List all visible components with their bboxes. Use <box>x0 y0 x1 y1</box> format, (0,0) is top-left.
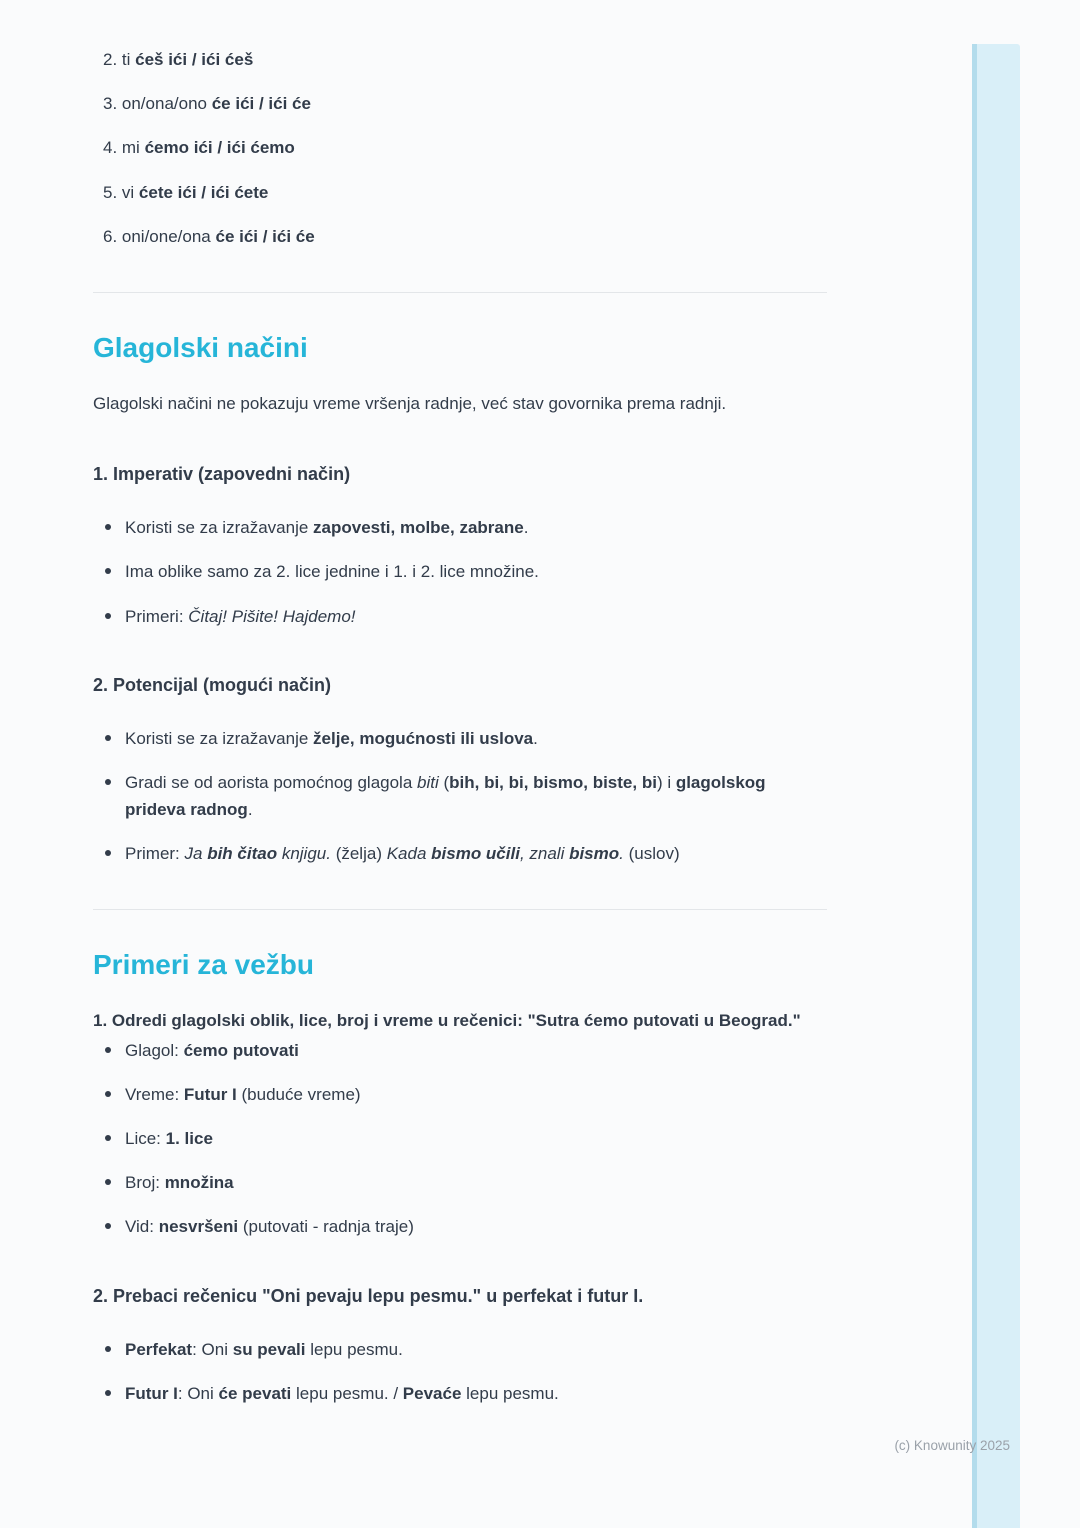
text-run: (putovati - radnja traje) <box>238 1217 414 1237</box>
numbered-item <box>93 46 827 73</box>
text-run: lepu pesmu. / <box>291 1383 403 1403</box>
text-run: Čitaj! Pišite! Hajdemo! <box>188 606 356 626</box>
bullet-text <box>125 773 766 819</box>
text-run: Lice: <box>125 1129 166 1148</box>
bullet-text <box>125 1085 361 1104</box>
text-run: 2. Potencijal (mogući način) <box>93 674 332 695</box>
bullet-item <box>93 1336 827 1363</box>
text-run: želje, mogućnosti ili uslova <box>313 728 534 748</box>
bullet-item <box>93 769 827 823</box>
text-run: Kada <box>386 844 432 864</box>
numbered-item <box>93 223 827 250</box>
bullet-icon <box>105 1091 111 1097</box>
bullet-text <box>125 1384 559 1403</box>
text-run: lepu pesmu. <box>461 1383 559 1403</box>
bullet-item <box>93 514 827 541</box>
text-run: Glagol: <box>125 1040 184 1060</box>
text-run: 4. mi <box>103 138 145 158</box>
bullet-item <box>93 1081 827 1108</box>
text-run: 3. on/ona/ono <box>103 94 212 114</box>
bullet-icon <box>105 1390 111 1396</box>
text-run: ( <box>438 772 450 792</box>
document-content <box>93 46 827 1424</box>
text-run: . <box>619 844 624 864</box>
subheading <box>93 1283 827 1310</box>
text-run: bih, bi, bi, bismo, biste, bi <box>449 772 657 792</box>
text-run: Koristi se za izražavanje <box>125 518 314 538</box>
numbered-item <box>93 90 827 117</box>
bullet-icon <box>105 735 111 741</box>
text-run: će pevati <box>218 1383 292 1403</box>
bullet-text <box>125 1340 403 1359</box>
bullet-icon <box>105 850 111 856</box>
text-run: ćemo ići / ići ćemo <box>144 138 295 158</box>
text-run: ) i <box>656 772 676 792</box>
text-run: Futur I <box>125 1383 178 1403</box>
bullet-text <box>125 1041 299 1060</box>
section-divider <box>93 909 827 910</box>
section-heading: Primeri za vežbu <box>93 949 314 981</box>
text-run: 2. ti <box>103 50 136 69</box>
text-run: . <box>533 728 538 748</box>
subheading <box>93 461 827 488</box>
text-run: Ja <box>184 844 208 864</box>
text-run: 5. vi <box>103 182 139 202</box>
bullet-icon <box>105 1223 111 1229</box>
page-edge-strip <box>972 44 1020 1528</box>
text-run: . <box>247 800 253 820</box>
text-run: 1. Imperativ (zapovedni način) <box>93 464 351 485</box>
text-run: zapovesti, molbe, zabrane <box>313 518 524 538</box>
text-run: Koristi se za izražavanje <box>125 728 314 748</box>
bullet-item <box>93 1380 827 1407</box>
bullet-item <box>93 1169 827 1196</box>
text-run: lepu pesmu. <box>305 1339 403 1359</box>
text-run: (uslov) <box>623 844 680 864</box>
bullet-item <box>93 725 827 752</box>
bullet-text <box>125 562 539 581</box>
text-run: Gradi se od aorista pomoćnog glagola <box>125 772 418 792</box>
text-run: Glagolski načini ne pokazuju vreme vršenja radnje, već stav govornika prema radnji. <box>93 393 727 413</box>
text-run: . <box>523 518 529 538</box>
bullet-icon <box>105 1346 111 1352</box>
bullet-icon <box>105 524 111 530</box>
bullet-icon <box>105 568 111 574</box>
numbered-item <box>93 134 827 161</box>
page-edge-strip-line <box>972 44 977 1528</box>
text-run: 1. Odredi glagolski oblik, lice, broj i vreme u rečenici: "Sutra ćemo putovati u Beograd." <box>93 1011 801 1031</box>
bullet-text <box>125 844 680 863</box>
text-run: knjigu. <box>277 844 331 864</box>
text-run: množina <box>164 1173 234 1193</box>
section-divider <box>93 292 827 293</box>
bullet-icon <box>105 613 111 619</box>
text-run: su pevali <box>232 1339 306 1359</box>
bullet-text <box>125 607 356 626</box>
text-run: glagolskog prideva radnog <box>125 772 766 820</box>
bullet-item <box>93 603 827 630</box>
bullet-text <box>125 518 528 537</box>
text-run: Perfekat <box>125 1339 193 1359</box>
text-run: će ići / ići će <box>211 94 311 114</box>
text-run: (želja) <box>330 844 387 864</box>
text-run: (buduće vreme) <box>236 1084 361 1104</box>
text-run: bismo <box>569 844 620 864</box>
section-heading: Glagolski načini <box>93 331 308 363</box>
bullet-item <box>93 1125 827 1152</box>
bullet-item <box>93 840 827 867</box>
numbered-item <box>93 179 827 206</box>
text-run: Ima oblike samo za 2. lice jednine i 1. i 2. lice množine. <box>125 562 539 582</box>
bullet-item <box>93 1037 827 1064</box>
text-run: ćete ići / ići ćete <box>138 182 269 202</box>
text-run: 6. oni/one/ona <box>103 226 216 246</box>
text-run: , znali <box>519 844 570 864</box>
text-run: ćemo putovati <box>183 1040 299 1060</box>
text-run: Vreme: <box>125 1084 184 1104</box>
text-run: : Oni <box>177 1383 219 1403</box>
text-run: 1. lice <box>165 1129 213 1148</box>
text-run: bismo učili <box>431 844 520 864</box>
text-run: Vid: <box>125 1217 159 1237</box>
text-run: biti <box>417 772 439 792</box>
text-run: Pevaće <box>402 1383 462 1403</box>
text-run: bih čitao <box>207 844 278 864</box>
text-run: Primer: <box>125 844 185 864</box>
bullet-text <box>125 1217 414 1236</box>
bullet-text <box>125 729 538 748</box>
bullet-icon <box>105 1135 111 1141</box>
bullet-text <box>125 1129 213 1148</box>
bullet-item <box>93 558 827 585</box>
paragraph <box>93 389 827 420</box>
text-run: Primeri: <box>125 606 189 626</box>
text-run: Broj: <box>125 1173 165 1193</box>
text-run: ćeš ići / ići ćeš <box>135 50 254 69</box>
text-run: Futur I <box>183 1084 237 1104</box>
bullet-text <box>125 1173 234 1192</box>
text-run: : Oni <box>192 1339 233 1359</box>
footer-credit: (c) Knowunity 2025 <box>894 1438 1010 1453</box>
bullet-icon <box>105 1179 111 1185</box>
text-run: 2. Prebaci rečenicu "Oni pevaju lepu pesmu." u perfekat i futur I. <box>93 1285 644 1306</box>
bullet-icon <box>105 779 111 785</box>
text-run: nesvršeni <box>158 1217 239 1237</box>
subheading <box>93 672 827 699</box>
bullet-icon <box>105 1047 111 1053</box>
paragraph <box>93 1006 827 1037</box>
text-run: će ići / ići će <box>215 226 315 246</box>
bullet-item <box>93 1213 827 1240</box>
